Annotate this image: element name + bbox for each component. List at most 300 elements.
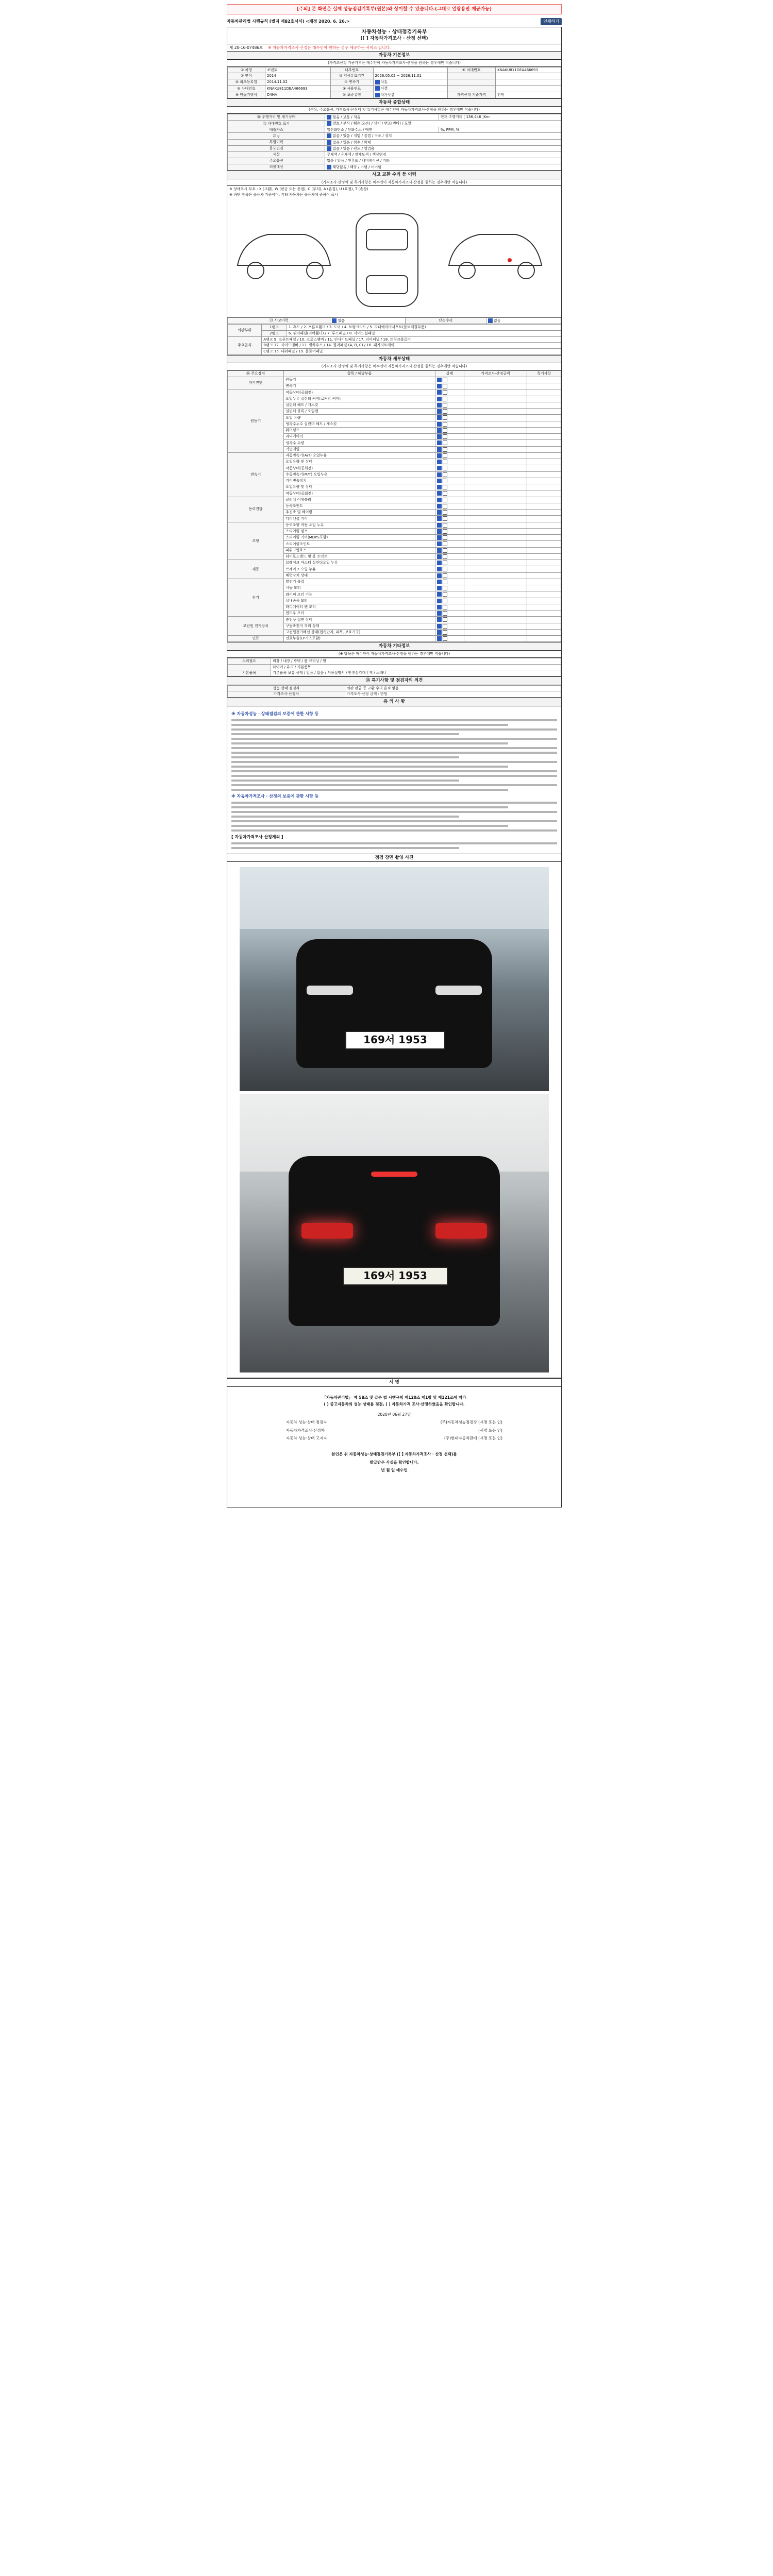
- cell-value: 없음: [338, 318, 345, 323]
- doc-number: 제 20-16-07486호: [229, 45, 263, 50]
- note-cell: [527, 636, 561, 642]
- item-label: 충전구 절연 상태: [284, 617, 435, 623]
- cell: [496, 73, 561, 79]
- note-cell: [527, 427, 561, 433]
- status-cell: [435, 547, 464, 553]
- front-photo: [240, 867, 549, 1091]
- checkbox[interactable]: [437, 384, 442, 388]
- notes-title-2: ※ 자동차가격조사 · 산정의 보증에 관한 사항 등: [231, 793, 319, 799]
- signer-row: [286, 1436, 502, 1440]
- checkbox[interactable]: [437, 617, 442, 622]
- status-header: 자동차 종합상태: [227, 99, 561, 107]
- checkbox[interactable]: [443, 466, 447, 470]
- signer-label: 자동차 성능·상태 점검자: [286, 1420, 327, 1425]
- cell: ⑬ 사고이력: [228, 317, 330, 324]
- checkbox[interactable]: [437, 403, 442, 408]
- accident-legend: ※ 상태표시 부호 : X (교환), W (판금 또는 용접), C (부식), A (흠집), U (요철), T (손상): [229, 187, 368, 192]
- checkbox[interactable]: [443, 592, 447, 597]
- checkbox[interactable]: [437, 636, 442, 641]
- note-cell: [527, 421, 561, 427]
- checkbox[interactable]: [443, 580, 447, 584]
- checkbox[interactable]: [332, 318, 337, 323]
- checkbox[interactable]: [443, 586, 447, 590]
- checkbox[interactable]: [437, 516, 442, 521]
- checkbox[interactable]: [443, 422, 447, 427]
- etc-table: [227, 658, 561, 676]
- checkbox[interactable]: [443, 472, 447, 477]
- photo-section: [227, 854, 561, 1379]
- cell: 2026.05.02 ~ 2026.11.01: [373, 73, 447, 79]
- checkbox[interactable]: [327, 165, 331, 170]
- text-line: [231, 738, 557, 740]
- checkbox[interactable]: [437, 548, 442, 553]
- cell: [325, 133, 561, 139]
- table-row: [228, 121, 561, 127]
- note-cell: [527, 396, 561, 402]
- opinion-header: ⑮ 특기사항 및 점검자의 의견: [227, 677, 561, 685]
- etc-sub: (※ 항목은 매수인이 자동차가격조사·산정을 원하는 경우에만 적습니다): [227, 651, 561, 658]
- checkbox[interactable]: [443, 428, 447, 433]
- status-cell: [435, 377, 464, 383]
- checkbox[interactable]: [375, 86, 380, 91]
- cell: [228, 664, 271, 670]
- item-label: 실내송풍 모터: [284, 598, 435, 604]
- photo-list: [227, 862, 561, 1378]
- group-label: 조향: [228, 522, 284, 560]
- status-cell: [435, 585, 464, 591]
- checkbox[interactable]: [437, 504, 442, 509]
- signature-header: 서 명: [227, 1378, 561, 1387]
- checkbox[interactable]: [375, 93, 380, 97]
- price-cell: [464, 572, 527, 579]
- checkbox[interactable]: [443, 409, 447, 414]
- note-cell: [527, 503, 561, 509]
- accident-sub: (가격조사·산정액 및 특기사항은 매수인이 자동차가격조사·산정을 원하는 경우에만 적습니다): [227, 179, 561, 187]
- checkbox[interactable]: [437, 453, 442, 458]
- table-row: [228, 79, 561, 86]
- cell: 내부번호: [330, 67, 373, 73]
- note-cell: [527, 490, 561, 497]
- checkbox[interactable]: [443, 397, 447, 401]
- cell: 2랭크: [262, 330, 287, 336]
- checkbox[interactable]: [437, 390, 442, 395]
- sign-date: 2020년 06월 27일: [377, 1412, 411, 1417]
- price-cell: [464, 553, 527, 560]
- checkbox[interactable]: [437, 630, 442, 635]
- status-cell: [435, 402, 464, 408]
- price-cell: [464, 579, 527, 585]
- column-header: 항목 / 해당부품: [284, 371, 435, 377]
- brake-light: [371, 1172, 417, 1177]
- item-label: 배력장치 상태: [284, 572, 435, 579]
- cell: 특별이력: [228, 139, 325, 145]
- price-cell: [464, 440, 527, 446]
- item-label: 작동상태(공회전): [284, 389, 435, 396]
- text-line: [231, 747, 557, 749]
- checkbox[interactable]: [443, 384, 447, 388]
- cell: 배출가스: [228, 127, 325, 133]
- checkbox[interactable]: [443, 599, 447, 603]
- table-row: [228, 114, 561, 121]
- checkbox[interactable]: [437, 434, 442, 439]
- checkbox[interactable]: [443, 630, 447, 635]
- table-row: [228, 152, 561, 158]
- note-cell: [527, 471, 561, 478]
- checkbox[interactable]: [443, 561, 447, 565]
- signature-section: [227, 1378, 561, 1507]
- note-cell: [527, 510, 561, 516]
- checkbox[interactable]: [437, 440, 442, 445]
- price-cell: [464, 465, 527, 471]
- note-cell: [527, 611, 561, 617]
- detail-header: 자동차 세부상태: [227, 355, 561, 364]
- item-label: 고전원전기배선 상태(접속단자, 피복, 보호기구): [284, 629, 435, 635]
- checkbox[interactable]: [437, 466, 442, 470]
- page-subtitle: ([ ] 자동차가격조사 · 산정 선택): [360, 36, 428, 41]
- checkbox[interactable]: [488, 318, 493, 323]
- column-header: 특기사항: [527, 371, 561, 377]
- price-cell: [464, 604, 527, 610]
- checkbox[interactable]: [443, 390, 447, 395]
- checkbox[interactable]: [327, 140, 331, 145]
- price-cell: [464, 383, 527, 389]
- checkbox[interactable]: [443, 510, 447, 515]
- price-cell: [464, 522, 527, 528]
- cell: D4HA: [265, 92, 330, 98]
- item-label: 원동기: [284, 377, 435, 383]
- checkbox[interactable]: [443, 498, 447, 502]
- cell: 수리필요: [228, 658, 271, 664]
- cell: ⑪ 주행거리 및 계기상태: [228, 114, 325, 121]
- checkbox[interactable]: [437, 479, 442, 483]
- status-cell: [435, 409, 464, 415]
- checkbox[interactable]: [443, 491, 447, 496]
- checkbox[interactable]: [443, 624, 447, 629]
- table-row: [228, 133, 561, 139]
- price-cell: [464, 528, 527, 534]
- table-row: [228, 73, 561, 79]
- checkbox[interactable]: [443, 447, 447, 452]
- price-cell: [464, 389, 527, 396]
- checkbox[interactable]: [437, 586, 442, 590]
- price-cell: [464, 452, 527, 459]
- notes-title-1: ※ 자동차성능 · 상태점검의 보증에 관한 사항 등: [231, 711, 319, 716]
- checkbox[interactable]: [443, 554, 447, 559]
- exterior-table: [227, 324, 561, 355]
- sign-text-1: 「자동차관리법」 제 58조 및 같은 법 시행규칙 제120조 제1항 및 제121조에 따라: [322, 1395, 466, 1400]
- cell: ⑩ 보증유형: [330, 92, 373, 98]
- status-cell: [435, 383, 464, 389]
- item-label: 기어변속장치: [284, 478, 435, 484]
- checkbox[interactable]: [443, 541, 447, 546]
- checkbox[interactable]: [327, 133, 331, 138]
- note-cell: [527, 566, 561, 572]
- group-label: 제동: [228, 560, 284, 579]
- group-label: 동력전달: [228, 497, 284, 522]
- signer-row: [286, 1420, 502, 1425]
- checkbox[interactable]: [443, 460, 447, 464]
- status-cell: [435, 459, 464, 465]
- cell: [496, 79, 561, 86]
- note-cell: [527, 572, 561, 579]
- price-cell: [464, 617, 527, 623]
- price-cell: [464, 415, 527, 421]
- status-cell: [435, 535, 464, 541]
- status-cell: [435, 478, 464, 484]
- note-cell: [527, 522, 561, 528]
- price-cell: [464, 598, 527, 604]
- checkbox[interactable]: [443, 415, 447, 420]
- item-label: 추진축 및 베어링: [284, 510, 435, 516]
- cell-value: 자동: [380, 80, 388, 84]
- cell: 주요옵션: [228, 158, 325, 164]
- page-title: 자동차성능 · 상태점검기록부: [361, 29, 427, 35]
- status-cell: [435, 528, 464, 534]
- checkbox[interactable]: [437, 415, 442, 420]
- table-row: [228, 658, 561, 664]
- cell: [496, 86, 561, 92]
- checkbox[interactable]: [437, 523, 442, 528]
- table-row: [228, 636, 561, 642]
- cell: 가격조사·산정 금액 : 만원: [345, 691, 561, 698]
- table-row: [228, 670, 561, 676]
- notes-section: [227, 698, 561, 854]
- cell-value: 해당없음 / 해당 / 이행 / 미이행: [332, 165, 382, 170]
- accident-table: [227, 317, 561, 324]
- price-cell: [464, 459, 527, 465]
- status-cell: [435, 510, 464, 516]
- rear-photo: [240, 1094, 549, 1372]
- checkbox[interactable]: [437, 378, 442, 382]
- cell: 가격산정 기준가격: [447, 92, 496, 98]
- checkbox[interactable]: [443, 403, 447, 408]
- item-label: 오일유량 및 상태: [284, 459, 435, 465]
- price-cell: [464, 585, 527, 591]
- cell-value: 없음 / 있음 / 렌트 / 영업용: [332, 146, 375, 151]
- table-row: [228, 349, 561, 355]
- checkbox[interactable]: [443, 529, 447, 534]
- checkbox[interactable]: [443, 440, 447, 445]
- checkbox[interactable]: [437, 592, 442, 597]
- checkbox[interactable]: [437, 409, 442, 414]
- status-cell: [435, 572, 464, 579]
- price-cell: [464, 377, 527, 383]
- cell: KNAKU811DEA466693: [496, 67, 561, 73]
- checkbox[interactable]: [437, 599, 442, 603]
- status-cell: [435, 553, 464, 560]
- checkbox[interactable]: [437, 447, 442, 452]
- checkbox[interactable]: [443, 516, 447, 521]
- checkbox[interactable]: [437, 491, 442, 496]
- etc-section: [227, 642, 561, 677]
- cell: 일산화탄소 / 탄화수소 / 매연: [325, 127, 439, 133]
- cell: ⑨ 원동기형식: [228, 92, 265, 98]
- checkbox[interactable]: [437, 510, 442, 515]
- checkbox[interactable]: [443, 504, 447, 509]
- table-row: [228, 522, 561, 528]
- table-row: [228, 330, 561, 336]
- checkbox[interactable]: [443, 453, 447, 458]
- checkbox[interactable]: [437, 541, 442, 546]
- checkbox[interactable]: [443, 479, 447, 483]
- checkbox[interactable]: [437, 611, 442, 616]
- basic-info-sub: (가격조산정 기준가격은 매수인이 자동차가격조사·산정을 원하는 경우에만 적습니다): [227, 60, 561, 67]
- opinion-table: [227, 685, 561, 698]
- checkbox[interactable]: [443, 485, 447, 489]
- status-cell: [435, 541, 464, 547]
- checkbox[interactable]: [443, 636, 447, 641]
- license-plate: 169서 1953: [345, 1031, 445, 1049]
- cell: [447, 73, 496, 79]
- item-label: 클러치 어셈블리: [284, 497, 435, 503]
- note-cell: [527, 415, 561, 421]
- cell-value: 많음 / 보통 / 적음: [332, 115, 361, 120]
- note-cell: [527, 579, 561, 585]
- item-label: 타이로드엔드 및 볼 조인트: [284, 553, 435, 560]
- cell: [486, 317, 561, 324]
- price-cell: [464, 402, 527, 408]
- item-label: 스티어링 펌프: [284, 528, 435, 534]
- checkbox[interactable]: [437, 498, 442, 502]
- title-block: [227, 27, 561, 44]
- text-line: [231, 766, 508, 768]
- note-cell: [527, 484, 561, 490]
- checkbox[interactable]: [437, 567, 442, 571]
- cell: ⑧ 사용연료: [330, 86, 373, 92]
- price-cell: [464, 497, 527, 503]
- item-label: 수동변속기(M/T) 오일누유: [284, 471, 435, 478]
- footer-text-1: 본인은 위 자동차성능·상태점검기록부 ([ ] 자동차가격조사 · 산정 선택)를: [331, 1452, 457, 1457]
- checkbox[interactable]: [443, 535, 447, 540]
- item-label: 냉각수 수량: [284, 440, 435, 446]
- note-cell: [527, 598, 561, 604]
- checkbox[interactable]: [327, 121, 331, 126]
- price-cell: [464, 535, 527, 541]
- text-line: [231, 724, 508, 726]
- item-label: 시동 모터: [284, 585, 435, 591]
- text-line: [231, 761, 557, 763]
- checkbox[interactable]: [375, 80, 380, 84]
- status-cell: [435, 465, 464, 471]
- checkbox[interactable]: [437, 535, 442, 540]
- table-row: [228, 145, 561, 151]
- note-cell: [527, 459, 561, 465]
- checkbox[interactable]: [437, 580, 442, 584]
- cell: 성능·상태 점검자: [228, 685, 345, 691]
- status-cell: [435, 446, 464, 452]
- status-cell: [435, 591, 464, 598]
- item-label: 윈도우 모터: [284, 611, 435, 617]
- cell: [373, 79, 447, 86]
- note-cell: [527, 591, 561, 598]
- cell: ⑫ 차대번호 표기: [228, 121, 325, 127]
- checkbox[interactable]: [437, 397, 442, 401]
- checkbox[interactable]: [437, 554, 442, 559]
- cell: 2014: [265, 73, 330, 79]
- checkbox[interactable]: [443, 573, 447, 578]
- cell: 주요골격: [228, 336, 262, 354]
- headlight-left: [307, 986, 353, 995]
- status-cell: [435, 623, 464, 629]
- cell: 기본품목: [228, 670, 271, 676]
- status-cell: [435, 566, 464, 572]
- cell-value: 디젤: [380, 86, 388, 91]
- opinion-section: [227, 677, 561, 698]
- cell: B랭크 12. 사이드멤버 / 13. 휠하우스 / 14. 필러패널 (A, B, C) / 16. 패키지트레이: [262, 343, 561, 349]
- price-cell: [464, 490, 527, 497]
- checkbox[interactable]: [437, 573, 442, 578]
- item-label: 커먼레일: [284, 446, 435, 452]
- cell: [325, 164, 561, 170]
- item-label: 스티어링 기어(MDPS포함): [284, 535, 435, 541]
- license-plate: 169서 1953: [343, 1267, 448, 1285]
- note-cell: [527, 541, 561, 547]
- checkbox[interactable]: [437, 624, 442, 629]
- note-cell: [527, 409, 561, 415]
- checkbox[interactable]: [443, 611, 447, 616]
- cell: 외판 판금 등 교환 수리 흔적 없음: [345, 685, 561, 691]
- checkbox[interactable]: [443, 548, 447, 553]
- status-cell: [435, 415, 464, 421]
- note-cell: [527, 585, 561, 591]
- checkbox[interactable]: [437, 529, 442, 534]
- checkbox[interactable]: [443, 617, 447, 622]
- cell: 1랭크: [262, 325, 287, 331]
- note-cell: [527, 528, 561, 534]
- signer-label: 자동차 성능·상태 고지자: [286, 1435, 327, 1440]
- status-section: [227, 99, 561, 171]
- note-cell: [527, 617, 561, 623]
- checkbox[interactable]: [443, 378, 447, 382]
- group-label: 연료: [228, 636, 284, 642]
- basic-info-section: [227, 52, 561, 99]
- status-cell: [435, 516, 464, 522]
- checkbox[interactable]: [443, 523, 447, 528]
- checkbox[interactable]: [437, 422, 442, 427]
- price-cell: [464, 629, 527, 635]
- note-cell: [527, 497, 561, 503]
- text-line: [231, 770, 557, 772]
- price-cell: [464, 471, 527, 478]
- checkbox[interactable]: [437, 485, 442, 489]
- warning-banner: [주의] 본 화면은 실제 성능점검기록부(원본)와 상이할 수 있습니다.(그대로 열람용만 제공가능): [227, 4, 562, 14]
- note-cell: [527, 383, 561, 389]
- checkbox[interactable]: [443, 567, 447, 571]
- inspection-sheet: [227, 27, 562, 1507]
- price-cell: [464, 623, 527, 629]
- checkbox[interactable]: [437, 561, 442, 565]
- checkbox[interactable]: [437, 428, 442, 433]
- price-cell: [464, 611, 527, 617]
- item-label: 등속조인트: [284, 503, 435, 509]
- checkbox[interactable]: [437, 605, 442, 609]
- column-header: 가격조사·산정금액: [464, 371, 527, 377]
- cell: ② 연식: [228, 73, 265, 79]
- item-label: 라디에이터: [284, 434, 435, 440]
- checkbox[interactable]: [443, 605, 447, 609]
- checkbox[interactable]: [327, 146, 331, 151]
- table-row: [228, 336, 561, 343]
- checkbox[interactable]: [327, 115, 331, 120]
- checkbox[interactable]: [437, 472, 442, 477]
- print-button[interactable]: 인쇄하기: [541, 18, 562, 25]
- checkbox[interactable]: [437, 460, 442, 464]
- table-row: [228, 452, 561, 459]
- cell: ④ 최초등록일: [228, 79, 265, 86]
- cell: 외판부위: [228, 325, 262, 337]
- checkbox[interactable]: [443, 434, 447, 439]
- status-cell: [435, 396, 464, 402]
